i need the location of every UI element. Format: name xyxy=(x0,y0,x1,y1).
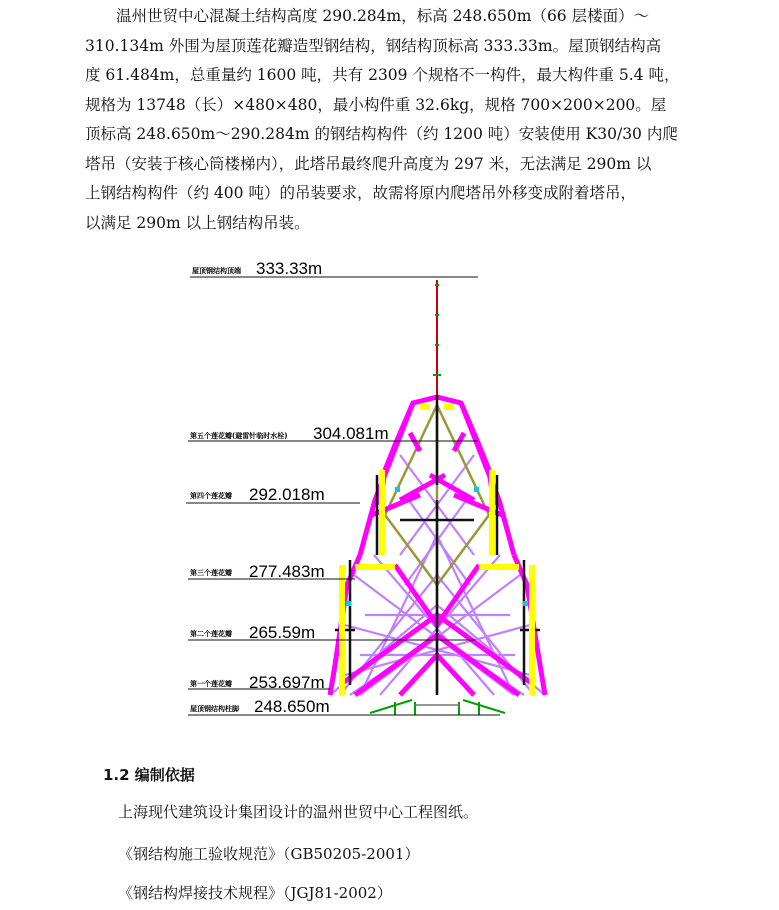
level-label: 第五个莲花瓣(避雷针临时水栓) xyxy=(190,432,288,440)
intro-paragraph xyxy=(85,2,725,238)
lotus-structure-drawing xyxy=(330,280,545,715)
intro-line: 塔吊（安装于核心筒楼梯内），此塔吊最终爬升高度为 297 米，无法满足 290m 以 xyxy=(85,154,652,173)
intro-line: 规格为 13748（长）×480×480，最小构件重 32.6kg，规格 700×200×200。屋 xyxy=(85,95,667,114)
level-value: 304.081m xyxy=(313,424,389,443)
steel-structure-elevation-figure xyxy=(0,255,779,725)
level-value: 277.483m xyxy=(249,562,325,581)
level-value: 253.697m xyxy=(249,673,325,692)
intro-line: 度 61.484m，总重量约 1600 吨，共有 2309 个规格不一构件，最大构件重 5.4 吨， xyxy=(85,66,680,84)
intro-line: 310.134m 外围为屋顶莲花瓣造型钢结构，钢结构顶标高 333.33m。屋顶钢结构高 xyxy=(85,36,662,55)
reference-item: 《钢结构焊接技术规程》（JGJ81-2002） xyxy=(118,884,392,902)
level-label: 第四个莲花瓣 xyxy=(190,492,232,500)
level-value: 248.650m xyxy=(254,697,330,716)
intro-line: 上钢结构构件（约 400 吨）的吊装要求，故需将原内爬塔吊外移变成附着塔吊， xyxy=(85,184,636,202)
level-value: 265.59m xyxy=(249,623,316,642)
level-label: 第三个莲花瓣 xyxy=(190,569,232,577)
reference-item: 上海现代建筑设计集团设计的温州世贸中心工程图纸。 xyxy=(118,803,479,821)
level-value: 292.018m xyxy=(249,485,325,504)
section-heading: 1.2 编制依据 xyxy=(103,766,195,784)
intro-line: 温州世贸中心混凝土结构高度 290.284m，标高 248.650m（66 层楼面）～ xyxy=(116,7,650,25)
level-label: 第一个莲花瓣 xyxy=(190,680,232,688)
level-label: 第二个莲花瓣 xyxy=(190,630,232,638)
reference-item: 《钢结构施工验收规范》（GB50205-2001） xyxy=(118,845,420,863)
level-label: 屋顶钢结构柱脚 xyxy=(190,705,239,713)
intro-line: 顶标高 248.650m～290.284m 的钢结构构件（约 1200 吨）安装使用 K30/30 内爬 xyxy=(85,125,678,143)
green-feet xyxy=(370,700,505,715)
level-label: 屋顶钢结构顶端 xyxy=(192,267,241,275)
level-value: 333.33m xyxy=(256,259,323,278)
intro-line: 以满足 290m 以上钢结构吊装。 xyxy=(85,213,310,232)
